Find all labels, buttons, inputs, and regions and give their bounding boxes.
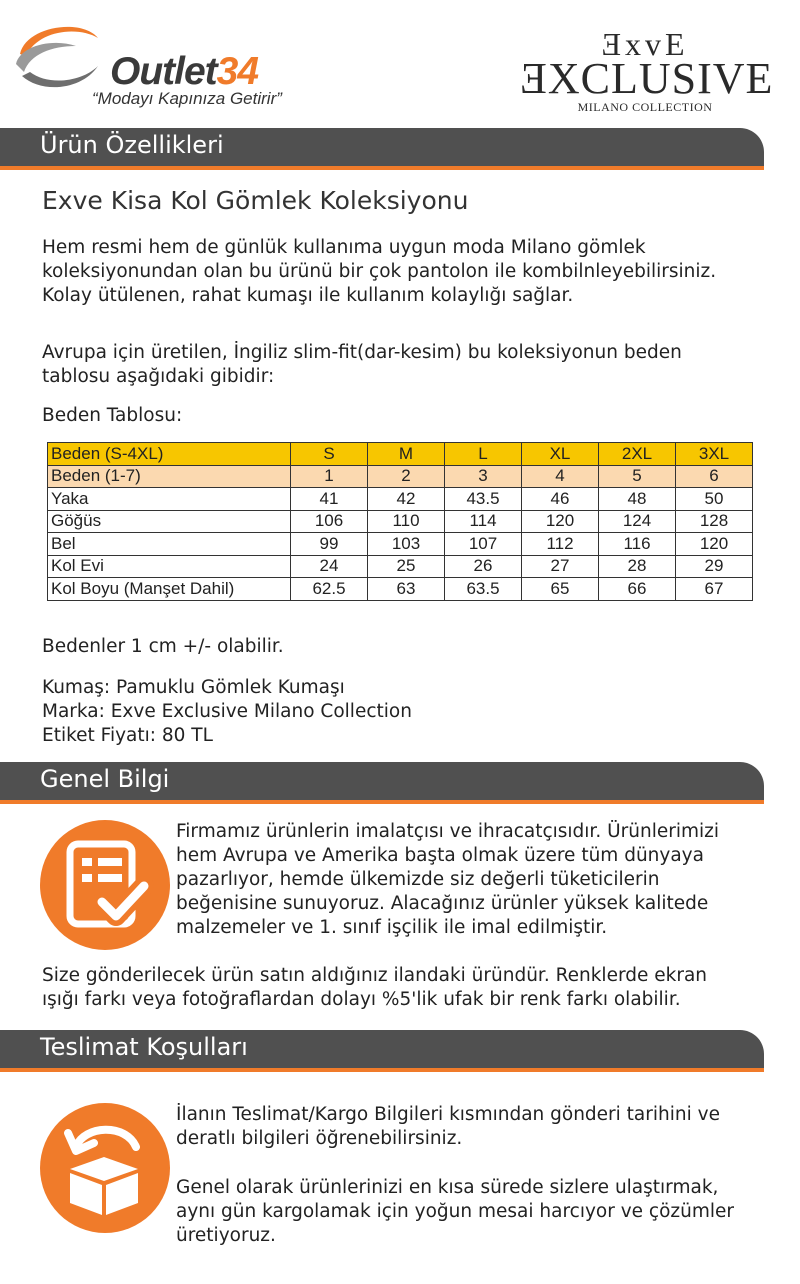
text-line: beğenisine sunuyoruz. Alacağınız ürünler yüksek kalitede (176, 893, 709, 914)
table-cell: 106 (291, 510, 368, 533)
text-line: üretiyoruz. (176, 1225, 276, 1246)
table-cell: 67 (676, 578, 753, 601)
delivery-info-paragraph-1 (176, 1103, 720, 1151)
table-row (48, 555, 753, 578)
logo-slogan: “Modayı Kapınıza Getirir” (92, 89, 282, 108)
brand-bot: MILANO COLLECTION (577, 100, 713, 114)
table-cell: 25 (368, 555, 445, 578)
table-cell: 103 (368, 533, 445, 556)
table-cell: M (368, 443, 445, 466)
table-cell: 6 (676, 465, 753, 488)
text-line: deratlı bilgileri öğrenebilirsiniz. (176, 1128, 463, 1149)
table-cell: 2XL (599, 443, 676, 466)
table-cell: 1 (291, 465, 368, 488)
product-details (42, 676, 412, 748)
fit-line: tablosu aşağıdaki gibidir: (42, 366, 275, 387)
text-line: Size gönderilecek ürün satın aldığınız ilandaki üründür. Renklerde ekran (42, 965, 708, 986)
table-cell: 29 (676, 555, 753, 578)
section-bar-general (0, 762, 764, 804)
text-line: aynı gün kargolamak için yoğun mesai harcıyor ve çözümler (176, 1201, 735, 1222)
table-cell: 27 (522, 555, 599, 578)
table-cell: 65 (522, 578, 599, 601)
section-bar-delivery (0, 1030, 764, 1072)
table-cell: 4 (522, 465, 599, 488)
table-row (48, 533, 753, 556)
table-cell: 3 (445, 465, 522, 488)
table-cell: 110 (368, 510, 445, 533)
table-cell: 24 (291, 555, 368, 578)
row-label: Kol Boyu (Manşet Dahil) (48, 578, 291, 601)
table-cell: 26 (445, 555, 522, 578)
text-line: pazarlıyor, hemde ülkemizde siz değerli tüketicilerin (176, 869, 660, 890)
table-cell: 99 (291, 533, 368, 556)
table-cell: 63.5 (445, 578, 522, 601)
table-cell: 48 (599, 488, 676, 511)
table-cell: 112 (522, 533, 599, 556)
table-cell: 46 (522, 488, 599, 511)
table-cell: 3XL (676, 443, 753, 466)
text-line: Firmamız ürünlerin imalatçısı ve ihracatçısıdır. Ürünlerimizi (176, 821, 719, 842)
size-note: Bedenler 1 cm +/- olabilir. (42, 636, 284, 657)
row-label: Beden (1-7) (48, 465, 291, 488)
table-cell: 5 (599, 465, 676, 488)
desc-line: Hem resmi hem de günlük kullanıma uygun moda Milano gömlek (42, 237, 646, 258)
table-cell: L (445, 443, 522, 466)
product-title: Exve Kisa Kol Gömlek Koleksiyonu (42, 186, 469, 215)
size-table (47, 442, 753, 601)
text-line: hem Avrupa ve Amerika başta olmak üzere tüm dünyaya (176, 845, 704, 866)
text-line: ışığı farkı veya fotoğraflardan dolayı %5'lik ufak bir renk farkı olabilir. (42, 989, 681, 1010)
table-cell: 62.5 (291, 578, 368, 601)
row-label: Kol Evi (48, 555, 291, 578)
row-label: Bel (48, 533, 291, 556)
table-cell: 63 (368, 578, 445, 601)
outlet34-logo (12, 14, 312, 114)
table-cell: 41 (291, 488, 368, 511)
table-cell: 2 (368, 465, 445, 488)
fabric-info: Kumaş: Pamuklu Gömlek Kumaşı (42, 677, 345, 698)
section-bar-features (0, 128, 764, 170)
table-cell: 66 (599, 578, 676, 601)
table-row (48, 465, 753, 488)
section-title-delivery: Teslimat Koşulları (40, 1033, 248, 1061)
table-cell: 114 (445, 510, 522, 533)
text-line: malzemeler ve 1. sınıf işçilik ile imal edilmiştir. (176, 917, 608, 938)
row-label: Beden (S-4XL) (48, 443, 291, 466)
table-cell: S (291, 443, 368, 466)
box-return-icon (40, 1103, 170, 1233)
brand-info: Marka: Exve Exclusive Milano Collection (42, 701, 412, 722)
table-cell: 50 (676, 488, 753, 511)
price-info: Etiket Fiyatı: 80 TL (42, 725, 213, 746)
table-cell: 120 (676, 533, 753, 556)
table-row (48, 510, 753, 533)
section-title-features: Ürün Özellikleri (40, 131, 224, 159)
swirl-logo-icon (12, 16, 102, 96)
table-row (48, 488, 753, 511)
table-row (48, 578, 753, 601)
desc-line: Kolay ütülenen, rahat kumaşı ile kullanım kolaylığı sağlar. (42, 285, 574, 306)
text-line: Genel olarak ürünlerinizi en kısa sürede sizlere ulaştırmak, (176, 1177, 719, 1198)
fit-description (42, 341, 682, 389)
table-cell: 42 (368, 488, 445, 511)
logo-name: Outlet34 (110, 50, 259, 93)
table-cell: 124 (599, 510, 676, 533)
brand-mid: ƎXCLUSIVE (520, 54, 774, 103)
table-cell: 107 (445, 533, 522, 556)
general-info-paragraph-2 (42, 964, 707, 1012)
desc-line: koleksiyonundan olan bu ürünü bir çok pantolon ile kombilnleyebilirsiniz. (42, 261, 717, 282)
table-cell: 43.5 (445, 488, 522, 511)
brand-top: ƎxvE (601, 26, 689, 62)
section-title-general: Genel Bilgi (40, 765, 170, 793)
text-line: İlanın Teslimat/Kargo Bilgileri kısmından gönderi tarihini ve (176, 1104, 720, 1125)
table-cell: 128 (676, 510, 753, 533)
product-description (42, 236, 716, 308)
exve-exclusive-logo (520, 26, 774, 114)
size-table-label: Beden Tablosu: (42, 405, 183, 426)
delivery-info-paragraph-2 (176, 1176, 734, 1248)
table-cell: XL (522, 443, 599, 466)
table-cell: 120 (522, 510, 599, 533)
fit-line: Avrupa için üretilen, İngiliz slim-fit(dar-kesim) bu koleksiyonun beden (42, 342, 682, 363)
checklist-icon (40, 820, 170, 950)
row-label: Yaka (48, 488, 291, 511)
table-row (48, 443, 753, 466)
table-cell: 28 (599, 555, 676, 578)
row-label: Göğüs (48, 510, 291, 533)
table-cell: 116 (599, 533, 676, 556)
general-info-paragraph-1 (176, 820, 719, 940)
